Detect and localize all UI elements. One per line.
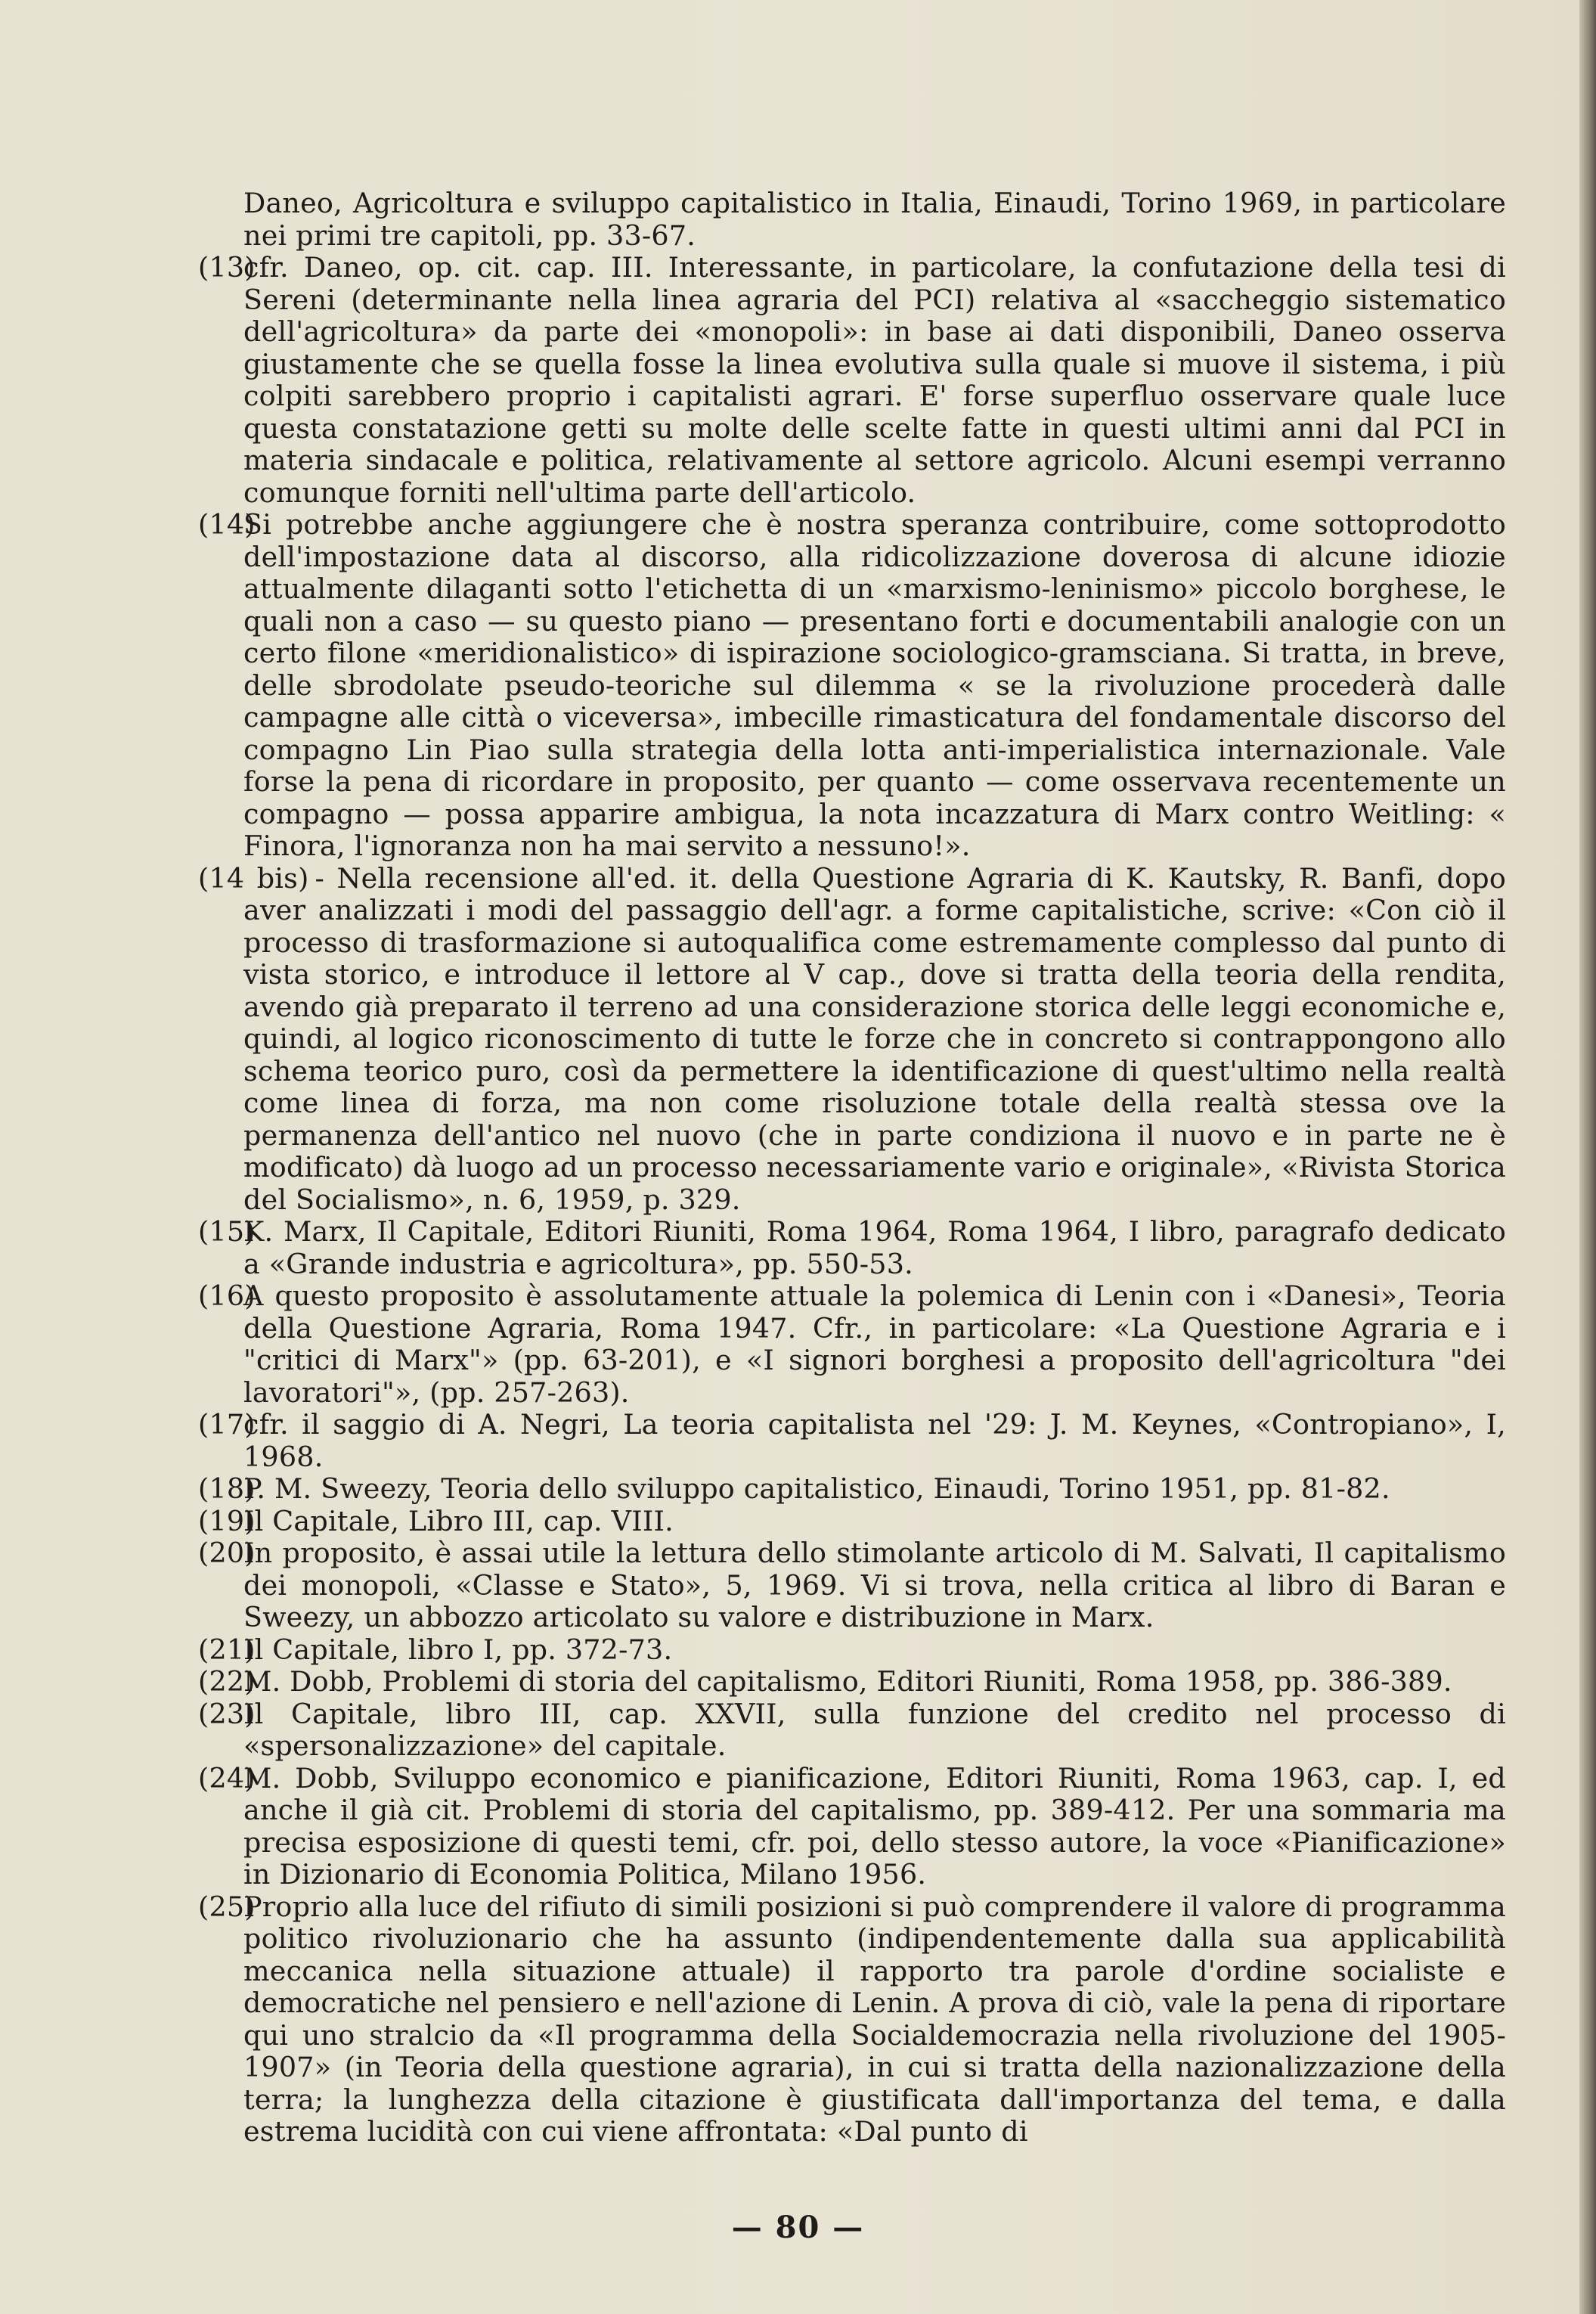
footnote-number: (19) [198,1504,256,1537]
footnote-text: Proprio alla luce del rifiuto di simili posizioni si può comprendere il valore di programma politico rivoluzionario che ha assunto (indipendentemente dalla sua applicabilità meccanica nella situazione attuale) il rapporto tra parole d'ordine socialiste e democratiche nel pensiero e nell'azione di Lenin. A prova di ciò, vale la pena di riportare qui uno stralcio da «Il programma della Socialdemocrazia nella rivoluzione del 1905-1907» (in Teoria della questione agraria), in cui si tratta della nazionalizzazione della terra; la lunghezza della citazione è giustificata dall'importanza del tema, e dalla estrema lucidità con cui viene affrontata: «Dal punto di [243,1890,1506,2148]
footnote-15 [198,1216,1506,1280]
footnote-number: (23) [198,1697,256,1730]
footnote-text: cfr. Daneo, op. cit. cap. III. Interessante, in particolare, la confutazione della tesi di Sereni (determinante nella linea agraria del PCI) relativa al «saccheggio sistematico dell'agricoltura» da parte dei «monopoli»: in base ai dati disponibili, Daneo osserva giustamente che se quella fosse la linea evolutiva sulla quale si muove il sistema, i più colpiti sarebbero proprio i capitalisti agrari. E' forse superfluo osservare quale luce questa constatazione getti su molte delle scelte fatte in questi ultimi anni dal PCI in materia sindacale e politica, relativamente al settore agricolo. Alcuni esempi verranno comunque forniti nell'ultima parte dell'articolo. [243,251,1506,509]
footnote-text: Si potrebbe anche aggiungere che è nostra speranza contribuire, come sottoprodotto dell'impostazione data al discorso, alla ridicolizzazione doverosa di alcune idiozie attualmente dilaganti sotto l'etichetta di un «marxismo-leninismo» piccolo borghese, le quali non a caso — su questo piano — presentano forti e documentabili analogie con un certo filone «meridionalistico» di ispirazione sociologico-gramsciana. Si tratta, in breve, delle sbrodolate pseudo-teoriche sul dilemma « se la rivoluzione procederà dalle campagne alle città o viceversa», imbecille rimasticatura del fondamentale discorso del compagno Lin Piao sulla strategia della lotta anti-imperialistica internazionale. Vale forse la pena di ricordare in proposito, per quanto — come osservava recentemente un compagno — possa apparire ambigua, la nota incazzatura di Marx contro Weitling: « Finora, l'ignoranza non ha mai servito a nessuno!». [243,508,1506,862]
footnote-text: - Nella recensione all'ed. it. della Questione Agraria di K. Kautsky, R. Banfi, dopo aver analizzati i modi del passaggio dell'agr. a forme capitalistiche, scrive: «Con ciò il processo di trasformazione si autoqualifica come estremamente complesso dal punto di vista storico, e introduce il lettore al V cap., dove si tratta della teoria della rendita, avendo già preparato il terreno ad una considerazione storica delle leggi economiche e, quindi, al logico riconoscimento di tutte le forze che in concreto si contrappongono allo schema teorico puro, così da permettere la identificazione di quest'ultimo nella realtà come linea di forza, ma non come risoluzione totale della realtà stessa ove la permanenza dell'antico nel nuovo (che in parte condiziona il nuovo e in parte ne è modificato) dà luogo ad un processo necessariamente vario e originale», «Rivista Storica del Socialismo», n. 6, 1959, p. 329. [243,861,1507,1216]
footnote-text: cfr. il saggio di A. Negri, La teoria capitalista nel '29: J. M. Keynes, «Contropiano», I, 1968. [243,1408,1506,1473]
footnote-number: (21) [198,1633,256,1666]
continued-footnote: Daneo, Agricoltura e sviluppo capitalistico in Italia, Einaudi, Torino 1969, in particolare nei primi tre capitoli, pp. 33-67. [243,187,1506,252]
footnote-number: (25) [198,1890,256,1923]
page-edge-shadow [1579,0,1596,2314]
footnote-number: (14 bis) [198,861,309,895]
footnote-number: (14) [198,508,256,541]
footnote-25 [198,1891,1506,2148]
footnote-text: Il Capitale, Libro III, cap. VIII. [243,1504,674,1537]
footnote-text: M. Dobb, Sviluppo economico e pianificazione, Editori Riuniti, Roma 1963, cap. I, ed anche il già cit. Problemi di storia del capitalismo, pp. 389-412. Per una sommaria ma precisa esposizione di questi temi, cfr. poi, dello stesso autore, la voce «Pianificazione» in Dizionario di Economia Politica, Milano 1956. [243,1761,1506,1891]
footnote-21 [198,1634,1506,1667]
footnote-number: (17) [198,1408,256,1441]
page-number: — 80 — [731,2210,865,2245]
footnote-24 [198,1763,1506,1891]
footnote-13 [198,252,1506,509]
footnote-number: (18) [198,1472,256,1505]
footnote-18 [198,1473,1506,1506]
footnote-text: In proposito, è assai utile la lettura dello stimolante articolo di M. Salvati, Il capitalismo dei monopoli, «Classe e Stato», 5, 1969. Vi si trova, nella critica al libro di Baran e Sweezy, un abbozzo articolato su valore e distribuzione in Marx. [243,1537,1506,1633]
footnote-text: M. Dobb, Problemi di storia del capitalismo, Editori Riuniti, Roma 1958, pp. 386-389. [243,1665,1452,1698]
footnote-text: A questo proposito è assolutamente attuale la polemica di Lenin con i «Danesi», Teoria della Questione Agraria, Roma 1947. Cfr., in particolare: «La Questione Agraria e i "critici di Marx"» (pp. 63-201), e «I signori borghesi a proposito dell'agricoltura "dei lavoratori"», (pp. 257-263). [243,1280,1506,1409]
footnote-22 [198,1666,1506,1698]
footnote-23 [198,1698,1506,1763]
footnote-text: Il Capitale, libro III, cap. XXVII, sulla funzione del credito nel processo di «spersonalizzazione» del capitale. [243,1697,1506,1762]
footnote-19 [198,1506,1506,1538]
footnote-number: (22) [198,1665,256,1698]
footnote-number: (15) [198,1215,256,1248]
footnote-16 [198,1280,1506,1409]
footnote-number: (13) [198,251,256,284]
footnote-14-bis [198,863,1506,1217]
footnote-17 [198,1409,1506,1473]
footnote-number: (20) [198,1537,256,1569]
footnote-text: K. Marx, Il Capitale, Editori Riuniti, Roma 1964, Roma 1964, I libro, paragrafo dedicato a «Grande industria e agricoltura», pp. 550-53. [243,1215,1506,1280]
footnote-text: P. M. Sweezy, Teoria dello sviluppo capitalistico, Einaudi, Torino 1951, pp. 81-82. [243,1472,1390,1505]
footnote-text: Il Capitale, libro I, pp. 372-73. [243,1633,673,1666]
footnote-number: (16) [198,1280,256,1312]
footnote-number: (24) [198,1761,256,1794]
footnote-14 [198,509,1506,863]
footnotes-block [198,188,1506,2148]
footnote-20 [198,1537,1506,1634]
